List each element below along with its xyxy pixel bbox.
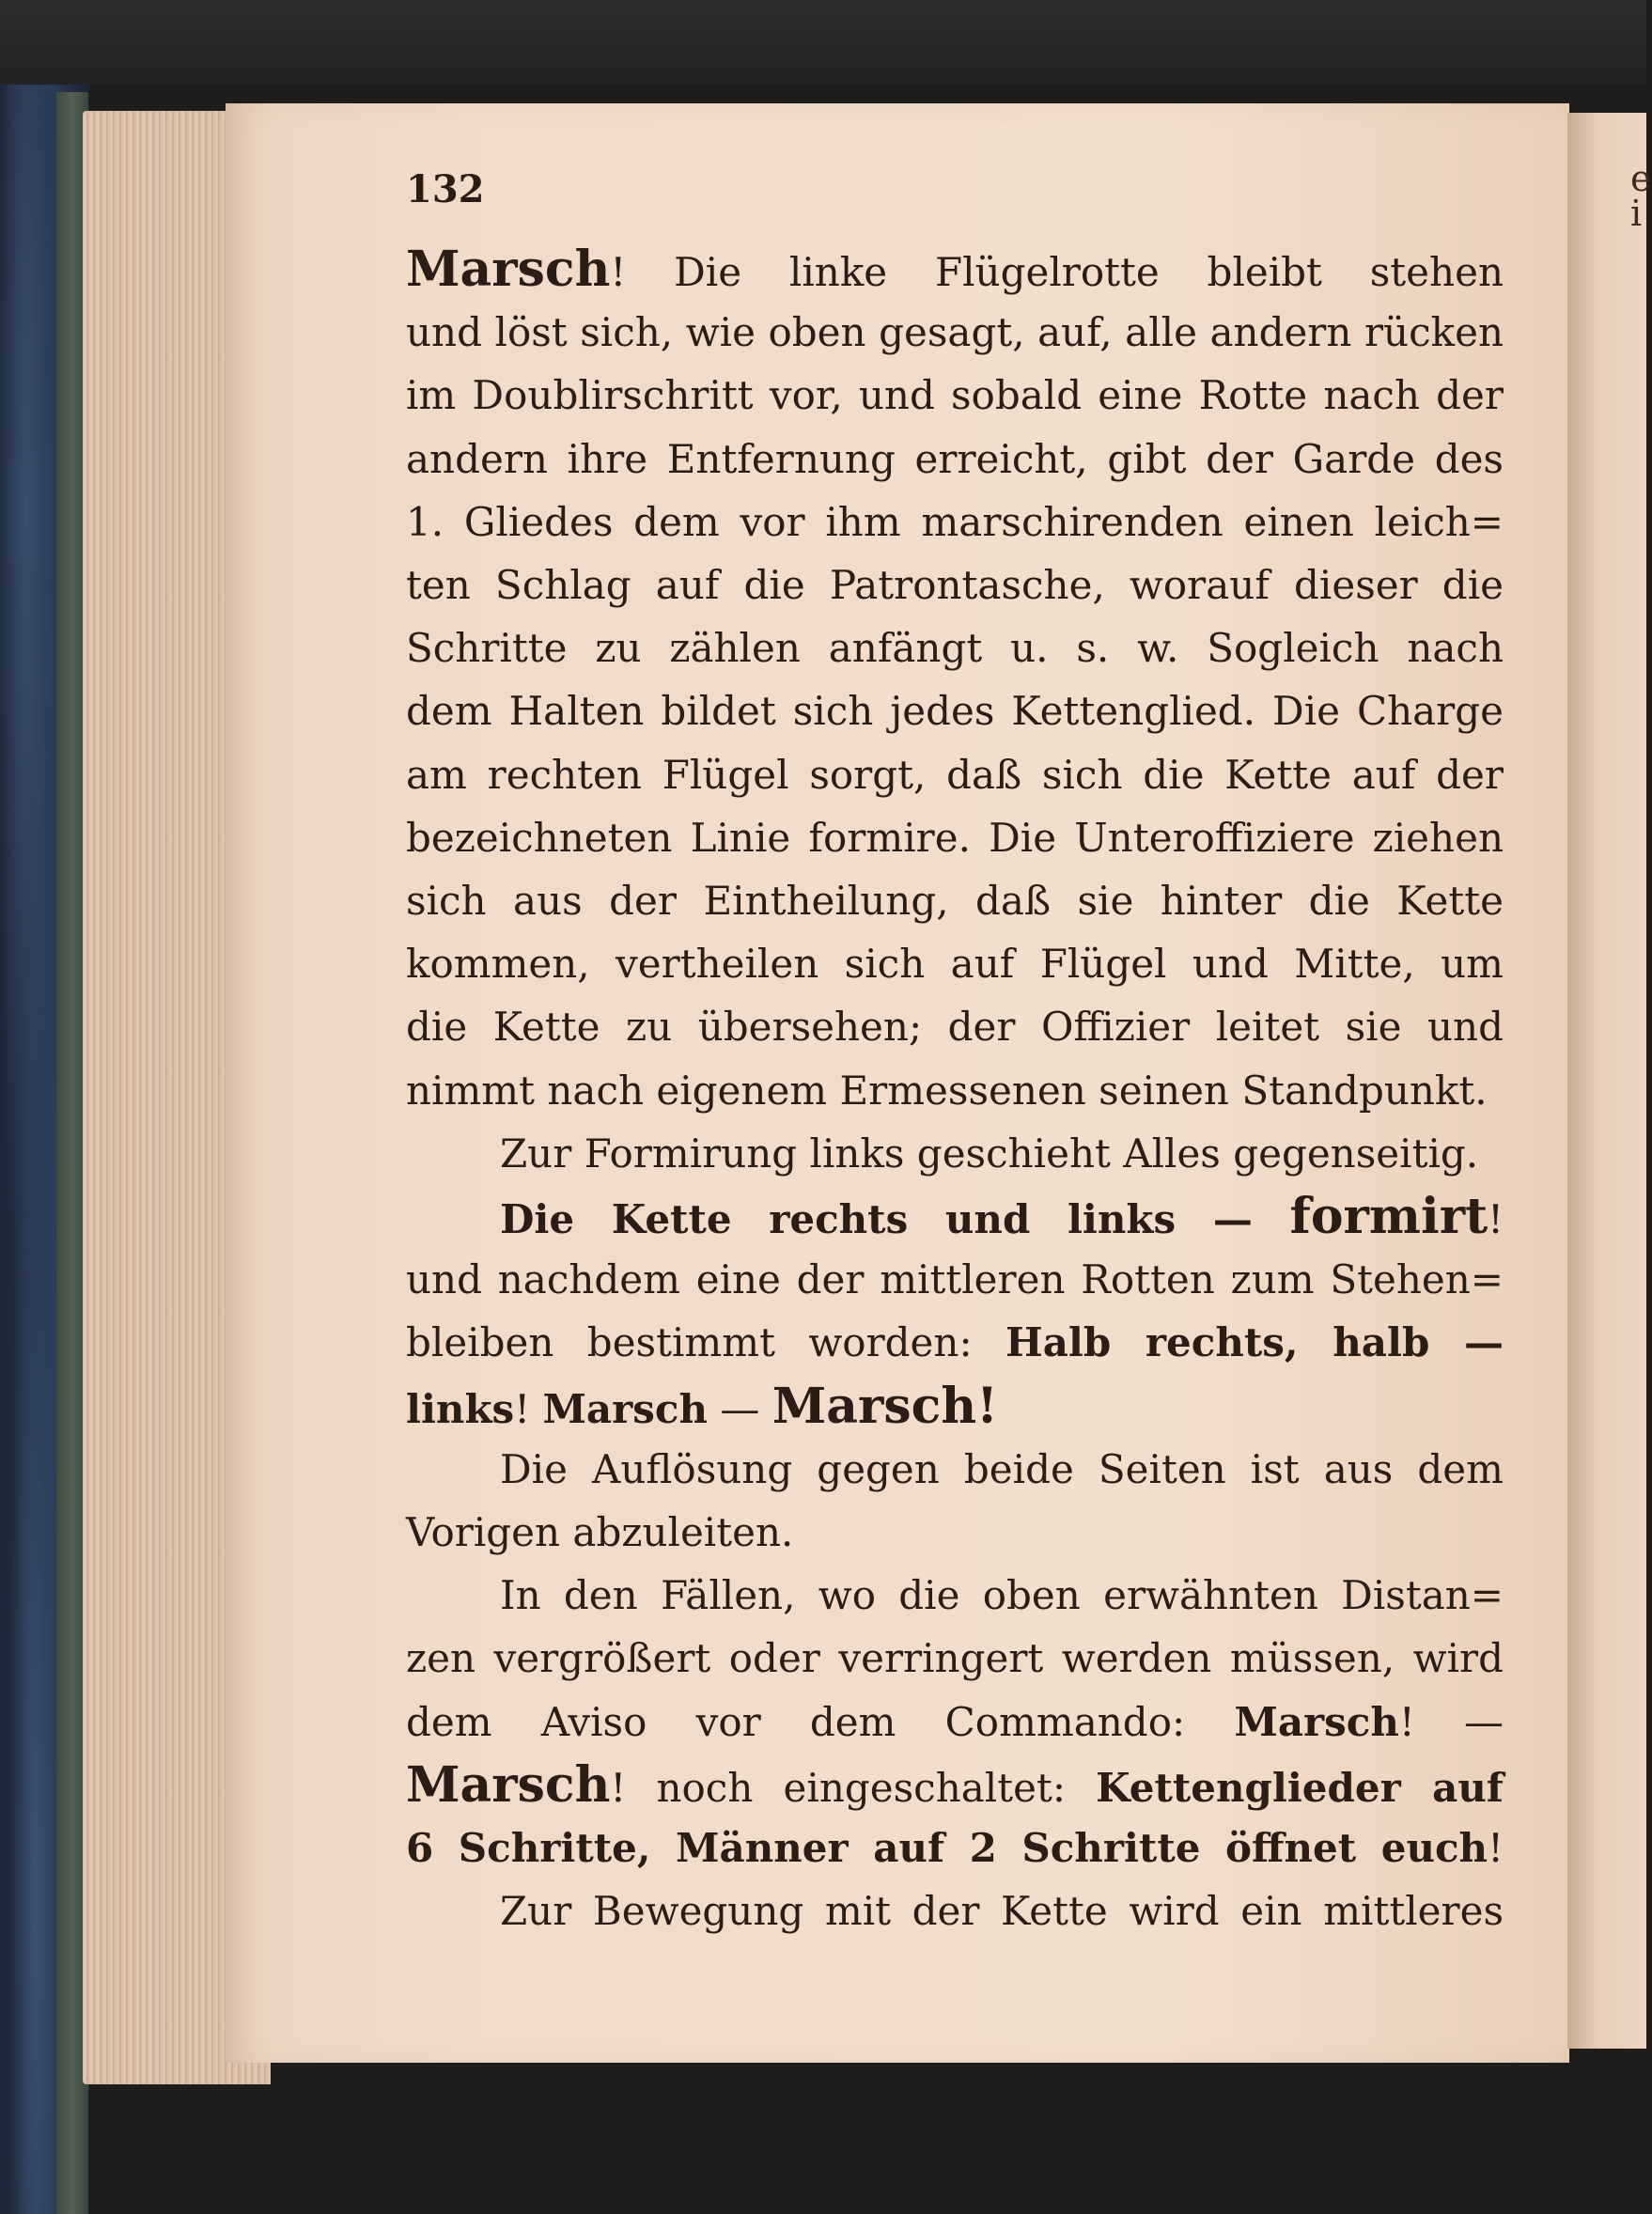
- text-line: [406, 1503, 1504, 1563]
- text-line: [406, 1061, 1504, 1121]
- text-segment: Vorigen abzuleiten.: [406, 1509, 794, 1555]
- text-segment: zen vergrößert oder verringert werden müssen, wird: [406, 1635, 1504, 1682]
- emphasized-text: Marsch!: [771, 1377, 998, 1435]
- text-line: [406, 1250, 1504, 1310]
- text-line: [406, 1313, 1504, 1373]
- emphasized-text: links: [406, 1385, 515, 1432]
- emphasized-text: Marsch: [406, 241, 611, 298]
- text-line: [406, 1629, 1504, 1689]
- text-line: [406, 808, 1504, 868]
- text-line: [406, 492, 1504, 553]
- emphasized-text: Halb rechts, halb —: [1005, 1319, 1504, 1366]
- text-line: [406, 618, 1504, 678]
- text-segment: dem Halten bildet sich jedes Kettenglied. Die Charge: [406, 688, 1504, 735]
- facing-page: [1567, 113, 1646, 2049]
- text-line: [406, 871, 1504, 931]
- emphasized-text: Marsch: [1234, 1698, 1399, 1745]
- text-line: [406, 997, 1504, 1057]
- text-segment: Schritte zu zählen anfängt u. s. w. Sogleich nach: [406, 625, 1504, 672]
- text-line: [406, 429, 1504, 490]
- text-segment: ! Die linke Flügelrotte bleibt stehen: [610, 249, 1504, 295]
- text-segment: bleiben bestimmt worden:: [406, 1319, 1006, 1366]
- emphasized-text: formirt: [1289, 1188, 1488, 1245]
- text-segment: und nachdem eine der mittleren Rotten zum Stehen=: [406, 1256, 1504, 1303]
- text-line: [406, 240, 1504, 300]
- text-segment: kommen, vertheilen sich auf Flügel und Mitte, um: [406, 941, 1504, 988]
- text-line: [406, 1377, 1504, 1437]
- text-segment: nimmt nach eigenem Ermessenen seinen Standpunkt.: [406, 1067, 1488, 1114]
- text-line: [406, 303, 1504, 363]
- emphasized-text: Die Kette rechts und links —: [500, 1196, 1290, 1242]
- facing-page-letter: e: [1630, 158, 1652, 199]
- text-line: [406, 1881, 1504, 1941]
- page-number: 132: [406, 167, 485, 211]
- emphasized-text: Marsch: [406, 1755, 611, 1814]
- text-segment: die Kette zu übersehen; der Offizier leitet sie und: [406, 1004, 1504, 1051]
- text-segment: im Doublirschritt vor, und sobald eine Rotte nach der: [406, 372, 1504, 419]
- text-segment: am rechten Flügel sorgt, daß sich die Kette auf der: [406, 751, 1504, 798]
- text-segment: !: [1488, 1196, 1504, 1242]
- text-segment: ! noch eingeschaltet:: [610, 1764, 1097, 1811]
- text-segment: —: [708, 1385, 772, 1432]
- text-line: [406, 1440, 1504, 1500]
- text-line: [406, 366, 1504, 426]
- text-line: [406, 1818, 1504, 1879]
- text-segment: In den Fällen, wo die oben erwähnten Distan=: [500, 1572, 1504, 1619]
- text-line: [406, 1692, 1504, 1753]
- text-segment: sich aus der Eintheilung, daß sie hinter die Kette: [406, 878, 1504, 924]
- emphasized-text: Kettenglieder auf: [1096, 1764, 1504, 1811]
- text-segment: Zur Bewegung mit der Kette wird ein mittleres: [500, 1888, 1504, 1935]
- text-segment: Zur Formirung links geschieht Alles gegenseitig.: [500, 1130, 1479, 1177]
- emphasized-text: Marsch: [542, 1385, 709, 1432]
- text-line: [406, 1755, 1504, 1816]
- text-line: [406, 681, 1504, 741]
- text-line: [406, 1187, 1504, 1247]
- text-line: [406, 745, 1504, 805]
- text-segment: ten Schlag auf die Patrontasche, worauf dieser die: [406, 562, 1504, 608]
- text-segment: dem Aviso vor dem Commando:: [406, 1698, 1235, 1745]
- text-segment: bezeichneten Linie formire. Die Unteroffiziere ziehen: [406, 814, 1504, 861]
- text-line: [406, 934, 1504, 994]
- text-segment: Die Auflösung gegen beide Seiten ist aus dem: [500, 1445, 1504, 1492]
- text-line: [406, 555, 1504, 616]
- text-segment: andern ihre Entfernung erreicht, gibt der Garde des: [406, 435, 1504, 482]
- text-segment: ! —: [1398, 1698, 1504, 1745]
- text-line: [406, 1566, 1504, 1626]
- text-segment: !: [1488, 1825, 1504, 1871]
- text-line: [406, 1124, 1504, 1184]
- background-table: [0, 0, 1646, 85]
- facing-page-letter: i: [1630, 193, 1643, 234]
- text-segment: !: [514, 1385, 543, 1432]
- text-segment: und löst sich, wie oben gesagt, auf, alle andern rücken: [406, 309, 1504, 356]
- emphasized-text: 6 Schritte, Männer auf 2 Schritte öffnet euch: [406, 1825, 1488, 1871]
- text-segment: 1. Gliedes dem vor ihm marschirenden einen leich=: [406, 498, 1504, 545]
